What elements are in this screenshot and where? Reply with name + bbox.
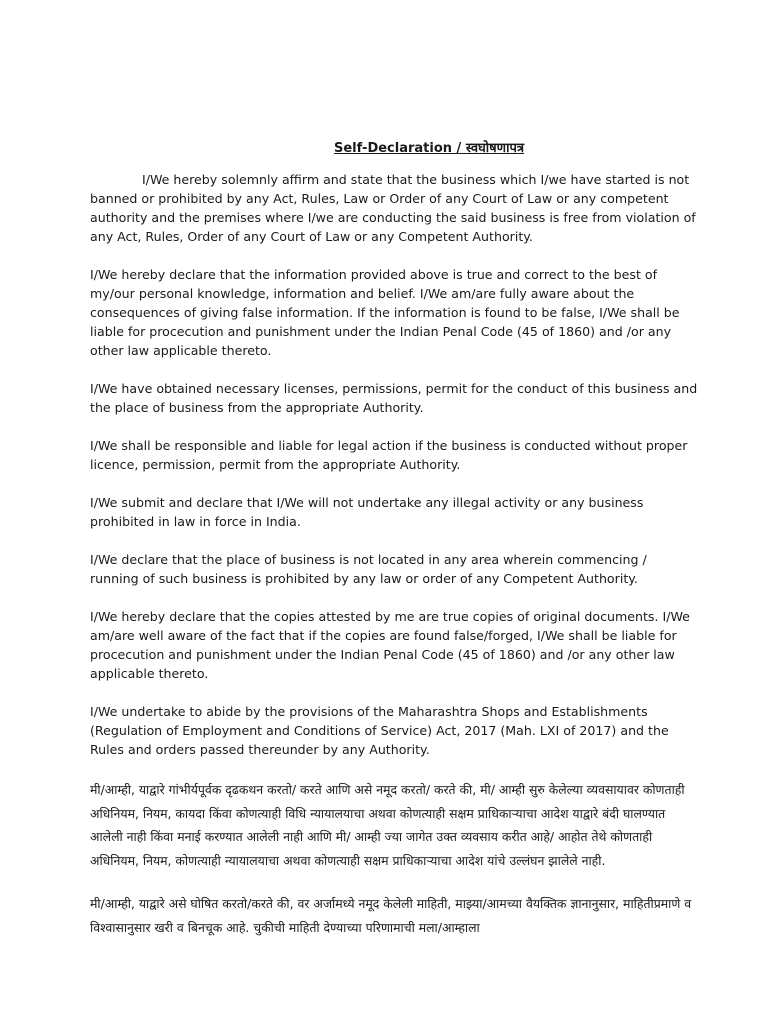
declaration-paragraph-2: I/We hereby declare that the information provided above is true and correct to the best of my/our personal knowledge, information and belief. I/We am/are fully aware about the consequences of giving false information. If the information is found to be false, I/We shall be liable for procecution and punishment under the Indian Penal Code (45 of 1860) and /or any other law applicable thereto. (90, 267, 680, 358)
declaration-paragraph-6: I/We declare that the place of business is not located in any area wherein commencing / running of such business is prohibited by any law or order of any Competent Authority. (90, 552, 647, 586)
declaration-paragraph-5: I/We submit and declare that I/We will not undertake any illegal activity or any business prohibited in law in force in India. (90, 495, 644, 529)
page-title: Self-Declaration / स्वघोषणापत्र (333, 141, 525, 156)
marathi-paragraph-1: मी/आम्ही, याद्वारे गांभीर्यपूर्वक दृढकथन करतो/ करते आणि असे नमूद करतो/ करते की, मी/ आम्ही सुरु केलेल्या व्यवसायावर कोणताही अधिनियम, नियम, कायदा किंवा कोणत्याही विधि न्यायालयाचा अथवा कोणत्याही सक्षम प्राधिकाऱ्याचा आदेश याद्वारे बंदी घालण्यात आलेली नाही किंवा मनाई करण्यात आलेली नाही आणि मी/ आम्ही ज्या जागेत उक्त व्यवसाय करीत आहे/ आहोत तेथे कोणताही अधिनियम, नियम, कोणत्याही न्यायालयाचा अथवा कोणत्याही सक्षम प्राधिकाऱ्याचा आदेश यांचे उल्लंघन झालेले नाही. (90, 782, 685, 868)
declaration-paragraph-3: I/We have obtained necessary licenses, permissions, permit for the conduct of this business and the place of business from the appropriate Authority. (90, 381, 698, 415)
declaration-paragraph-4: I/We shall be responsible and liable for legal action if the business is conducted without proper licence, permission, permit from the appropriate Authority. (90, 438, 688, 472)
declaration-paragraph-1: I/We hereby solemnly affirm and state that the business which I/we have started is not banned or prohibited by any Act, Rules, Law or Order of any Court of Law or any competent authority and the premises where I/we are conducting the said business is free from violation of any Act, Rules, Order of any Court of Law or any Competent Authority. (90, 172, 696, 244)
marathi-paragraph-2: मी/आम्ही, याद्वारे असे घोषित करतो/करते की, वर अर्जामध्ये नमूद केलेली माहिती, माझ्या/आमच्या वैयक्तिक ज्ञानानुसार, माहितीप्रमाणे व विश्वासानुसार खरी व बिनचूक आहे. चुकीची माहिती देण्याच्या परिणामाची मला/आम्हाला (90, 896, 692, 935)
declaration-paragraph-7: I/We hereby declare that the copies attested by me are true copies of original documents. I/We am/are well aware of the fact that if the copies are found false/forged, I/We shall be liable for procecution and punishment under the Indian Penal Code (45 of 1860) and /or any other law applicable thereto. (90, 609, 690, 681)
declaration-paragraph-8: I/We undertake to abide by the provisions of the Maharashtra Shops and Establishments (Regulation of Employment and Conditions of Service) Act, 2017 (Mah. LXI of 2017) and the Rules and orders passed thereunder by any Authority. (90, 704, 669, 757)
